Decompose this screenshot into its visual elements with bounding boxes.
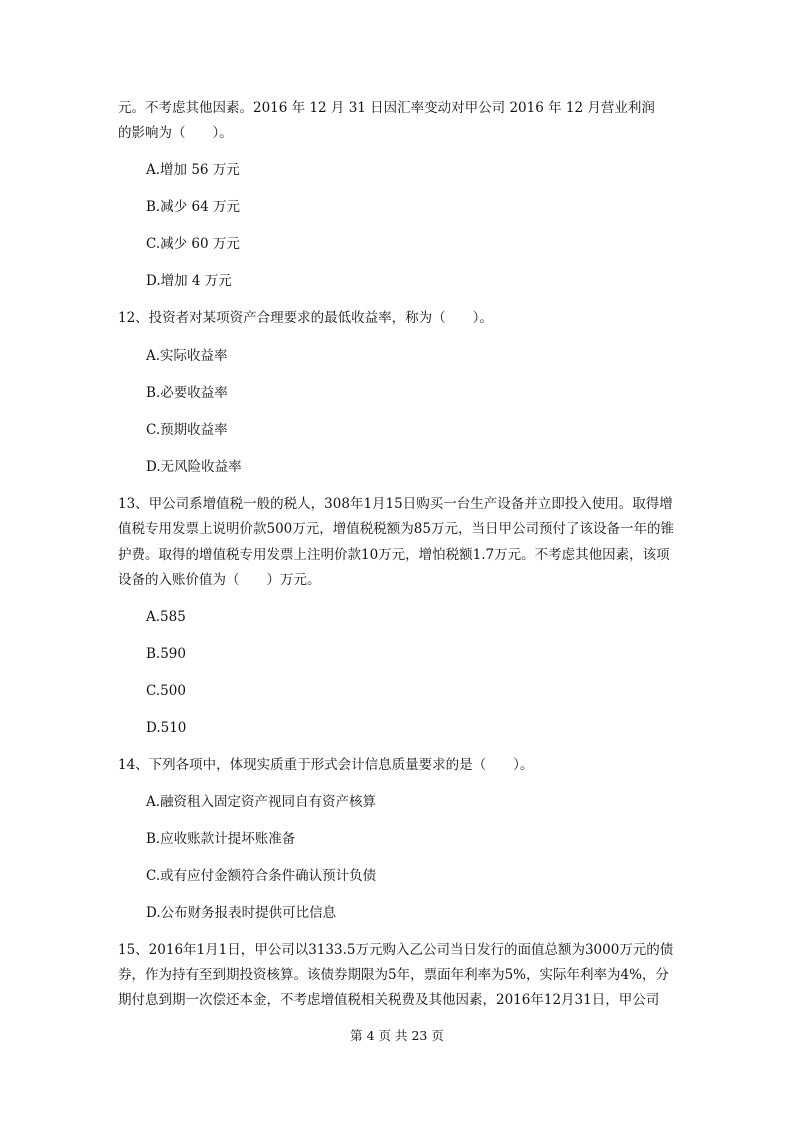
q11-line-1: 元。不考虑其他因素。2016 年 12 月 31 日因汇率变动对甲公司 2016 年 12 月营业利润 [118,100,655,116]
q13-line-4: 设备的入账价值为（ ）万元。 [118,572,321,588]
q12-option-a: A.实际收益率 [146,348,228,364]
q11-option-a: A.增加 56 万元 [146,162,240,178]
q14-option-c: C.或有应付金额符合条件确认预计负债 [146,868,377,884]
q14-question: 14、下列各项中，体现实质重于形式会计信息质量要求的是（ ）。 [118,757,534,773]
q12-option-d: D.无风险收益率 [146,459,242,475]
q14-option-d: D.公布财务报表时提供可比信息 [146,905,337,921]
q13-line-2: 值税专用发票上说明价款500万元，增值税税额为85万元，当日甲公司预付了该设备一年的锥 [118,521,674,537]
q11-option-b: B.减少 64 万元 [146,199,240,215]
q11-line-2: 的影响为（ ）。 [118,125,233,141]
q14-option-b: B.应收账款计提坏账准备 [146,831,296,847]
q15-line-1: 15、2016年1月1日，甲公司以3133.5万元购入乙公司当日发行的面值总额为3000万元的债 [118,942,674,958]
q15-line-3: 期付息到期一次偿还本金，不考虑增值税相关税费及其他因素，2016年12月31日，甲公司 [118,992,660,1008]
q12-question: 12、投资者对某项资产合理要求的最低收益率，称为（ ）。 [118,310,493,326]
q13-line-1: 13、甲公司系增值税一般的税人，308年1月15日购买一台生产设备并立即投入使用。取得增 [118,496,673,512]
q14-option-a: A.融资租入固定资产视同自有资产核算 [146,794,377,810]
q13-option-c: C.500 [146,683,186,699]
q12-option-b: B.必要收益率 [146,385,228,401]
q11-option-d: D.增加 4 万元 [146,273,232,289]
q11-option-c: C.减少 60 万元 [146,236,240,252]
q13-option-d: D.510 [146,720,187,736]
q12-option-c: C.预期收益率 [146,422,228,438]
q13-option-b: B.590 [146,646,186,662]
q13-line-3: 护费。取得的增值税专用发票上注明价款10万元，增怕税额1.7万元。不考虑其他因素，该项 [118,547,670,563]
q15-line-2: 券，作为持有至到期投资核算。该债券期限为5年，票面年利率为5%，实际年利率为4%，分 [118,967,669,983]
q13-option-a: A.585 [146,609,186,625]
page-footer: 第 4 页 共 23 页 [350,1028,444,1043]
